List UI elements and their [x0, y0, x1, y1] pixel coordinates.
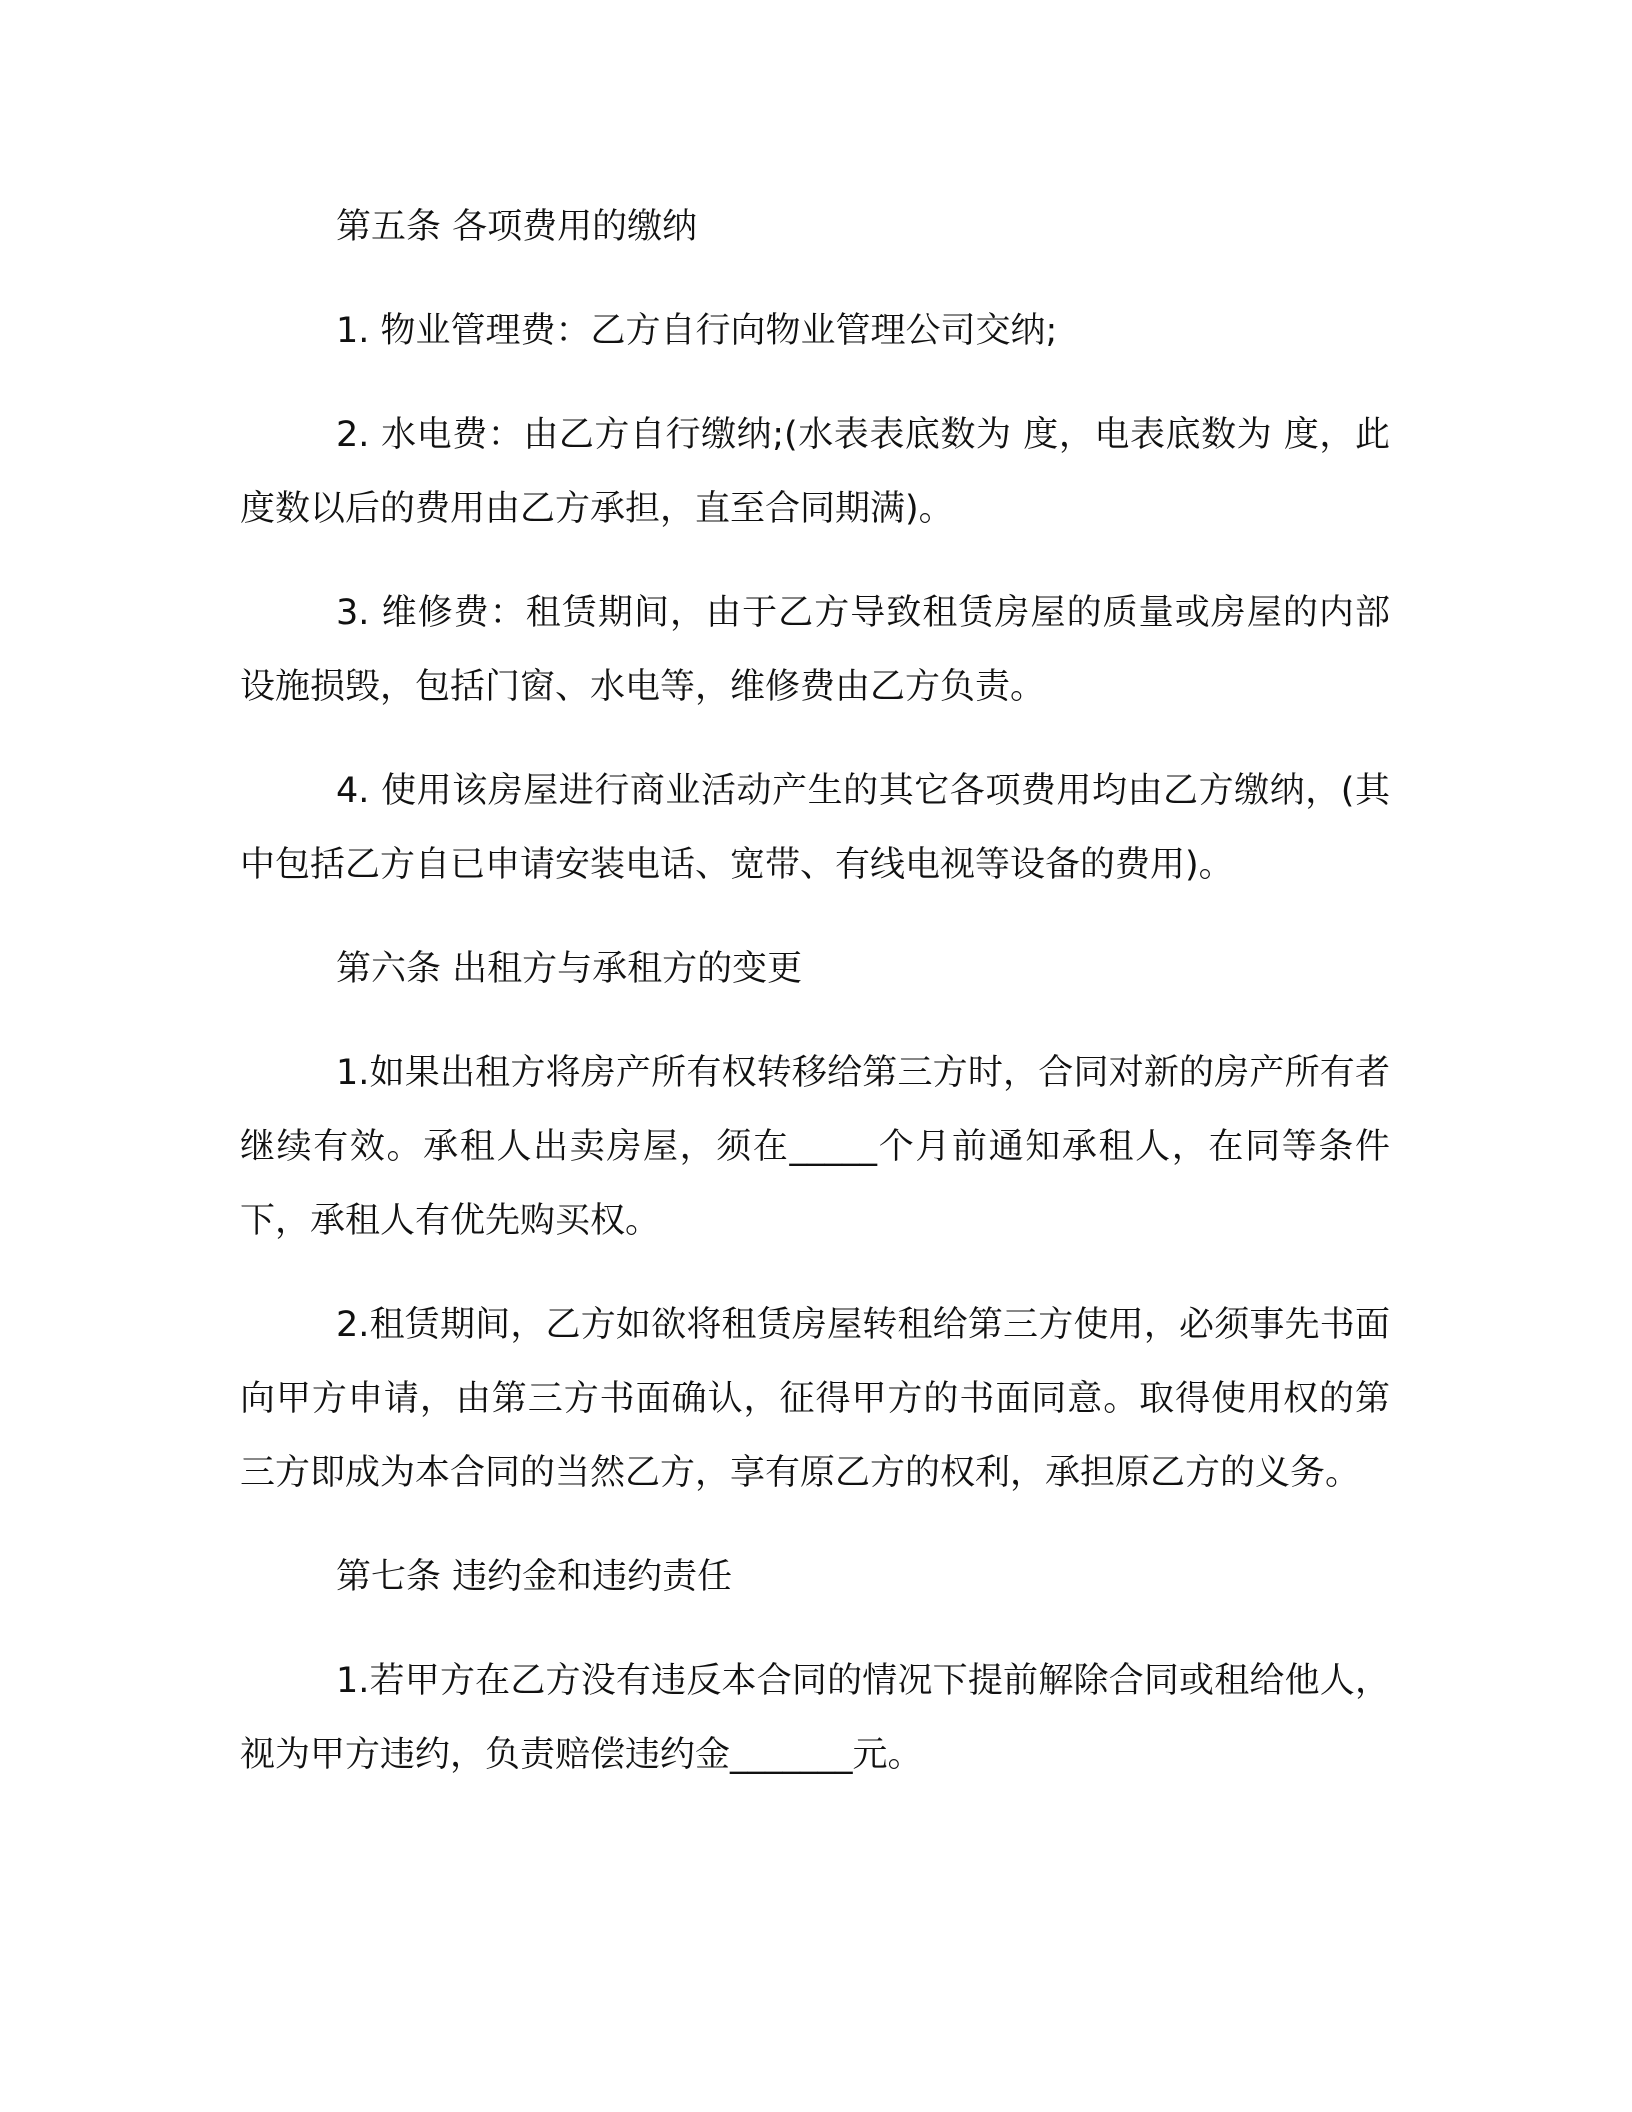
document-body: [240, 190, 1390, 1822]
section-heading-article-6: 第六条 出租方与承租方的变更: [336, 949, 803, 989]
section-heading-article-7: 第七条 违约金和违约责任: [336, 1557, 733, 1597]
clause-sublease: 2.租赁期间，乙方如欲将租赁房屋转租给第三方使用，必须事先书面向甲方申请，由第三方书面确认，征得甲方的书面同意。取得使用权的第三方即成为本合同的当然乙方，享有原乙方的权利，承担原乙方的义务。: [240, 1305, 1390, 1493]
clause-utility-fee: 2. 水电费：由乙方自行缴纳;(水表表底数为 度，电表底数为 度，此度数以后的费用由乙方承担，直至合同期满)。: [240, 415, 1390, 529]
clause-ownership-transfer: 1.如果出租方将房产所有权转移给第三方时，合同对新的房产所有者继续有效。承租人出卖房屋，须在_____个月前通知承租人，在同等条件下，承租人有优先购买权。: [240, 1053, 1390, 1241]
clause-maintenance-fee: 3. 维修费：租赁期间，由于乙方导致租赁房屋的质量或房屋的内部设施损毁，包括门窗、水电等，维修费由乙方负责。: [240, 593, 1390, 707]
section-heading-article-5: 第五条 各项费用的缴纳: [336, 207, 698, 247]
clause-property-fee: 1. 物业管理费：乙方自行向物业管理公司交纳;: [336, 311, 1058, 351]
clause-landlord-breach: 1.若甲方在乙方没有违反本合同的情况下提前解除合同或租给他人，视为甲方违约，负责赔偿违约金_______元。: [240, 1661, 1390, 1775]
clause-other-fees: 4. 使用该房屋进行商业活动产生的其它各项费用均由乙方缴纳，(其中包括乙方自已申请安装电话、宽带、有线电视等设备的费用)。: [240, 771, 1390, 885]
